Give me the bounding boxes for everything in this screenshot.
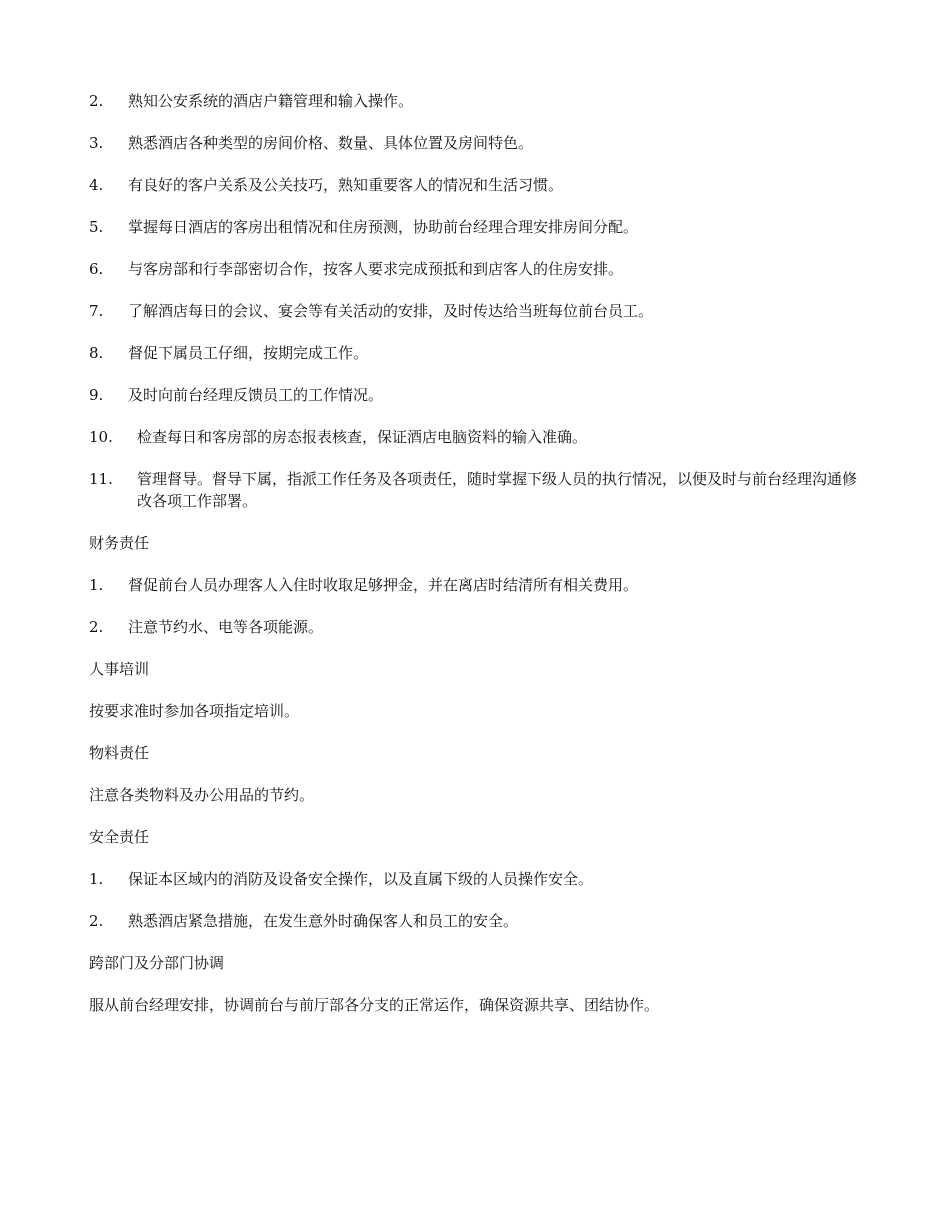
list-item (89, 300, 869, 322)
list-number: 2. (89, 912, 104, 930)
document-body (89, 90, 869, 1016)
section-heading-safety: 安全责任 (89, 828, 150, 846)
paragraph-materials: 注意各类物料及办公用品的节约。 (89, 786, 315, 804)
list-item (89, 384, 869, 406)
list-number: 7. (89, 302, 104, 320)
list-item (89, 910, 869, 932)
list-text: 有良好的客户关系及公关技巧，熟知重要客人的情况和生活习惯。 (128, 176, 564, 194)
paragraph-training: 按要求准时参加各项指定培训。 (89, 702, 300, 720)
list-number: 5. (89, 218, 104, 236)
list-item (89, 616, 869, 638)
list-number: 2. (89, 92, 104, 110)
list-text: 掌握每日酒店的客房出租情况和住房预测，协助前台经理合理安排房间分配。 (128, 218, 639, 236)
list-text: 及时向前台经理反馈员工的工作情况。 (128, 386, 384, 404)
list-number: 4. (89, 176, 104, 194)
list-text: 熟悉酒店各种类型的房间价格、数量、具体位置及房间特色。 (128, 134, 534, 152)
list-number: 8. (89, 344, 104, 362)
list-text: 检查每日和客房部的房态报表核查，保证酒店电脑资料的输入准确。 (137, 428, 588, 446)
list-item (89, 216, 869, 238)
list-number: 2. (89, 618, 104, 636)
list-text: 注意节约水、电等各项能源。 (128, 618, 324, 636)
list-text: 熟悉酒店紧急措施，在发生意外时确保客人和员工的安全。 (128, 912, 519, 930)
list-number: 6. (89, 260, 104, 278)
list-number: 10. (89, 428, 113, 446)
list-item (89, 574, 869, 596)
list-item (89, 90, 869, 112)
list-number: 3. (89, 134, 104, 152)
list-number: 1. (89, 870, 104, 888)
section-heading-materials: 物料责任 (89, 744, 150, 762)
list-text: 管理督导。督导下属，指派工作任务及各项责任，随时掌握下级人员的执行情况，以便及时与前台经理沟通修改各项工作部署。 (137, 470, 858, 510)
list-text: 熟知公安系统的酒店户籍管理和输入操作。 (128, 92, 414, 110)
list-number: 9. (89, 386, 104, 404)
list-text: 与客房部和行李部密切合作，按客人要求完成预抵和到店客人的住房安排。 (128, 260, 624, 278)
section-heading-training: 人事培训 (89, 660, 150, 678)
list-text: 督促下属员工仔细，按期完成工作。 (128, 344, 369, 362)
list-number: 11. (89, 470, 113, 488)
paragraph-coordination: 服从前台经理安排，协调前台与前厅部各分支的正常运作，确保资源共享、团结协作。 (89, 996, 660, 1014)
list-item (89, 868, 869, 890)
section-heading-coordination: 跨部门及分部门协调 (89, 954, 225, 972)
list-text: 了解酒店每日的会议、宴会等有关活动的安排，及时传达给当班每位前台员工。 (128, 302, 654, 320)
list-item (89, 468, 869, 512)
list-item (89, 258, 869, 280)
list-number: 1. (89, 576, 104, 594)
list-text: 保证本区域内的消防及设备安全操作，以及直属下级的人员操作安全。 (128, 870, 594, 888)
list-item (89, 132, 869, 154)
list-text: 督促前台人员办理客人入住时收取足够押金，并在离店时结清所有相关费用。 (128, 576, 639, 594)
list-item (89, 426, 869, 448)
list-item (89, 342, 869, 364)
section-heading-finance: 财务责任 (89, 534, 150, 552)
list-item (89, 174, 869, 196)
